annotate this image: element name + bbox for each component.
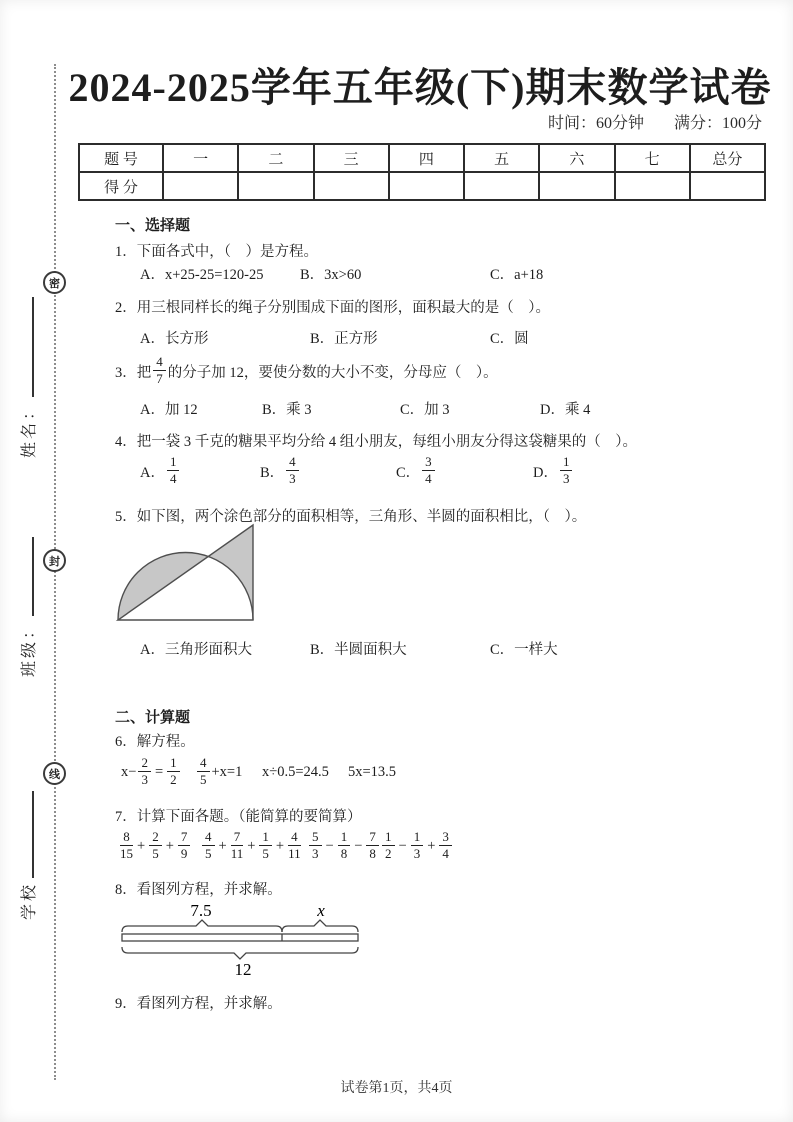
class-field-label: 班级：	[20, 619, 38, 677]
q4-option-d-label: D．	[533, 464, 558, 481]
overbrace-left	[122, 920, 282, 932]
bar-left-label: 7.5	[190, 901, 212, 920]
bar-right-label: x	[317, 901, 325, 920]
score-header-cell: 一	[163, 144, 238, 172]
q5-option-b: B．半圆面积大	[310, 642, 407, 658]
school-field-label: 学校	[20, 881, 38, 920]
q2-option-b: B．正方形	[310, 331, 378, 347]
q6-eq4-text: 5x=13.5	[348, 763, 397, 780]
underbrace-total	[122, 947, 358, 959]
q5-option-a: A．三角形面积大	[140, 642, 252, 658]
q4-option-a-fraction: $\frac{1}{4}$	[167, 455, 180, 487]
question-1-text: 1．下面各式中，（ ）是方程。	[115, 244, 318, 260]
overbrace-right	[282, 920, 358, 932]
question-3-text	[115, 353, 498, 389]
q7-expression-2	[200, 828, 303, 864]
score-row-label: 得 分	[79, 172, 163, 200]
q7-e2-op1: +	[218, 837, 227, 854]
q4-option-a-label: A．	[140, 464, 165, 481]
question-7-text: 7．计算下面各题。（能简算的要简算）	[115, 809, 362, 825]
question-5-text: 5．如下图，两个涂色部分的面积相等，三角形、半圆的面积相比，（ ）。	[115, 509, 587, 525]
q4-option-d-fraction: $\frac{1}{3}$	[560, 455, 573, 487]
bar-equation-diagram	[112, 898, 368, 980]
school-field	[17, 770, 37, 920]
q3-fraction: $\frac{4}{7}$	[153, 355, 166, 387]
score-header-cell: 七	[615, 144, 690, 172]
q6-eq1-fraction-2: $\frac{1}{2}$	[167, 756, 180, 788]
q7-expression-3	[307, 828, 381, 864]
question-4-text: 4．把一袋 3 千克的糖果平均分给 4 组小朋友，每组小朋友分得这袋糖果的（ ）。	[115, 434, 637, 450]
score-empty-cell	[539, 172, 614, 200]
name-field	[17, 258, 37, 458]
q6-eq2-rhs: +x=1	[211, 763, 243, 780]
q7-e2-f4: $\frac{4}{11}$	[288, 829, 301, 861]
score-header-cell: 二	[238, 144, 313, 172]
name-blank-line	[20, 297, 34, 397]
q6-equation-3	[262, 754, 329, 790]
q7-e4-f2: $\frac{1}{3}$	[411, 830, 424, 862]
seal-dotted-line	[54, 64, 56, 1080]
q7-e4-f1: $\frac{1}{2}$	[382, 830, 395, 862]
exam-time: 时间：60分钟	[547, 115, 644, 132]
page-title: 2024-2025学年五年级(下)期末数学试卷	[68, 65, 772, 110]
q2-option-c: C．圆	[490, 331, 529, 347]
exam-full-score: 满分：100分	[673, 115, 762, 132]
q7-e4-op1: −	[398, 837, 407, 854]
q1-option-a: A．x+25-25=120-25	[140, 267, 264, 283]
q7-e1-f1: $\frac{8}{15}$	[120, 829, 133, 861]
q3-option-a: A．加 12	[140, 402, 198, 418]
school-blank-line	[20, 791, 34, 878]
class-blank-line	[20, 537, 34, 616]
q5-option-c: C．一样大	[490, 642, 558, 658]
q7-e1-op1: +	[137, 837, 146, 854]
q4-option-b-fraction: $\frac{4}{3}$	[286, 455, 299, 487]
q6-eq2-fraction: $\frac{4}{5}$	[197, 756, 210, 788]
question-2-text: 2．用三根同样长的绳子分别围成下面的图形，面积最大的是（ ）。	[115, 300, 550, 316]
bar-rectangle	[122, 934, 358, 941]
seal-char-feng: 封	[43, 549, 66, 572]
score-table	[78, 143, 766, 201]
q7-e1-f3: $\frac{7}{9}$	[178, 830, 191, 862]
q6-eq3-text: x÷0.5=24.5	[262, 763, 329, 780]
q1-option-c: C．a+18	[490, 267, 544, 283]
q4-option-a	[140, 455, 181, 487]
q3-text-pre: 3．把	[115, 364, 152, 381]
q7-e1-f2: $\frac{2}{5}$	[149, 830, 162, 862]
score-header-cell: 三	[314, 144, 389, 172]
score-header-cell: 题 号	[79, 144, 163, 172]
score-header-cell: 五	[464, 144, 539, 172]
q7-e2-f1: $\frac{4}{5}$	[202, 830, 215, 862]
q7-e2-f2: $\frac{7}{11}$	[230, 829, 244, 861]
q7-e2-op2: +	[247, 837, 256, 854]
q7-e4-op2: +	[427, 837, 436, 854]
q3-option-d: D．乘 4	[540, 402, 591, 418]
semicircle-triangle-figure	[112, 520, 262, 626]
q7-e2-f3: $\frac{1}{5}$	[259, 830, 272, 862]
q7-e3-op1: −	[325, 837, 334, 854]
score-empty-cell	[690, 172, 765, 200]
q7-e3-f3: $\frac{7}{8}$	[366, 830, 379, 862]
q7-e4-f3: $\frac{3}{4}$	[439, 830, 452, 862]
q4-option-c-label: C．	[396, 464, 421, 481]
score-table-header-row	[79, 144, 765, 172]
score-empty-cell	[615, 172, 690, 200]
q6-equation-2	[195, 754, 242, 790]
q1-option-b: B．3x>60	[300, 267, 362, 283]
q7-e3-f2: $\frac{1}{8}$	[338, 830, 351, 862]
question-8-text: 8．看图列方程，并求解。	[115, 882, 282, 898]
q4-option-b	[260, 455, 301, 487]
score-header-cell: 六	[539, 144, 614, 172]
seal-char-xian: 线	[43, 762, 66, 785]
q7-expression-1	[118, 828, 192, 864]
class-field	[17, 537, 37, 677]
q6-eq1-fraction-1: $\frac{2}{3}$	[138, 756, 151, 788]
q7-e3-op2: −	[354, 837, 363, 854]
score-header-cell: 总分	[690, 144, 765, 172]
q6-equation-4	[348, 754, 396, 790]
q3-option-b: B．乘 3	[262, 402, 312, 418]
q6-eq1-lhs: x−	[121, 763, 137, 780]
score-header-cell: 四	[389, 144, 464, 172]
q7-e2-op3: +	[275, 837, 285, 854]
question-6-text: 6．解方程。	[115, 734, 195, 750]
q3-option-c: C．加 3	[400, 402, 450, 418]
score-empty-cell	[314, 172, 389, 200]
score-empty-cell	[163, 172, 238, 200]
q4-option-d	[533, 455, 574, 487]
exam-meta	[522, 110, 762, 133]
q7-expression-4	[380, 828, 454, 864]
q2-option-a: A．长方形	[140, 331, 209, 347]
score-table-score-row	[79, 172, 765, 200]
score-empty-cell	[389, 172, 464, 200]
q4-option-b-label: B．	[260, 464, 285, 481]
name-field-label: 姓名：	[20, 400, 38, 458]
footer-page-number: 试卷第1页，共4页	[340, 1081, 453, 1096]
q7-e3-f1: $\frac{5}{3}$	[309, 830, 322, 862]
q4-option-c-fraction: $\frac{3}{4}$	[422, 455, 435, 487]
seal-char-mi: 密	[43, 271, 66, 294]
score-empty-cell	[464, 172, 539, 200]
q6-eq1-equals: =	[154, 763, 164, 780]
section-2-heading: 二、计算题	[115, 709, 191, 726]
question-9-text: 9．看图列方程，并求解。	[115, 996, 282, 1012]
q7-e1-op2: +	[165, 837, 174, 854]
section-1-heading: 一、选择题	[115, 217, 191, 234]
score-empty-cell	[238, 172, 313, 200]
q3-text-post: 的分子加 12，要使分数的大小不变，分母应（ ）。	[167, 364, 498, 381]
q6-equation-1	[121, 754, 182, 790]
bar-total-label: 12	[234, 960, 252, 979]
q4-option-c	[396, 455, 437, 487]
